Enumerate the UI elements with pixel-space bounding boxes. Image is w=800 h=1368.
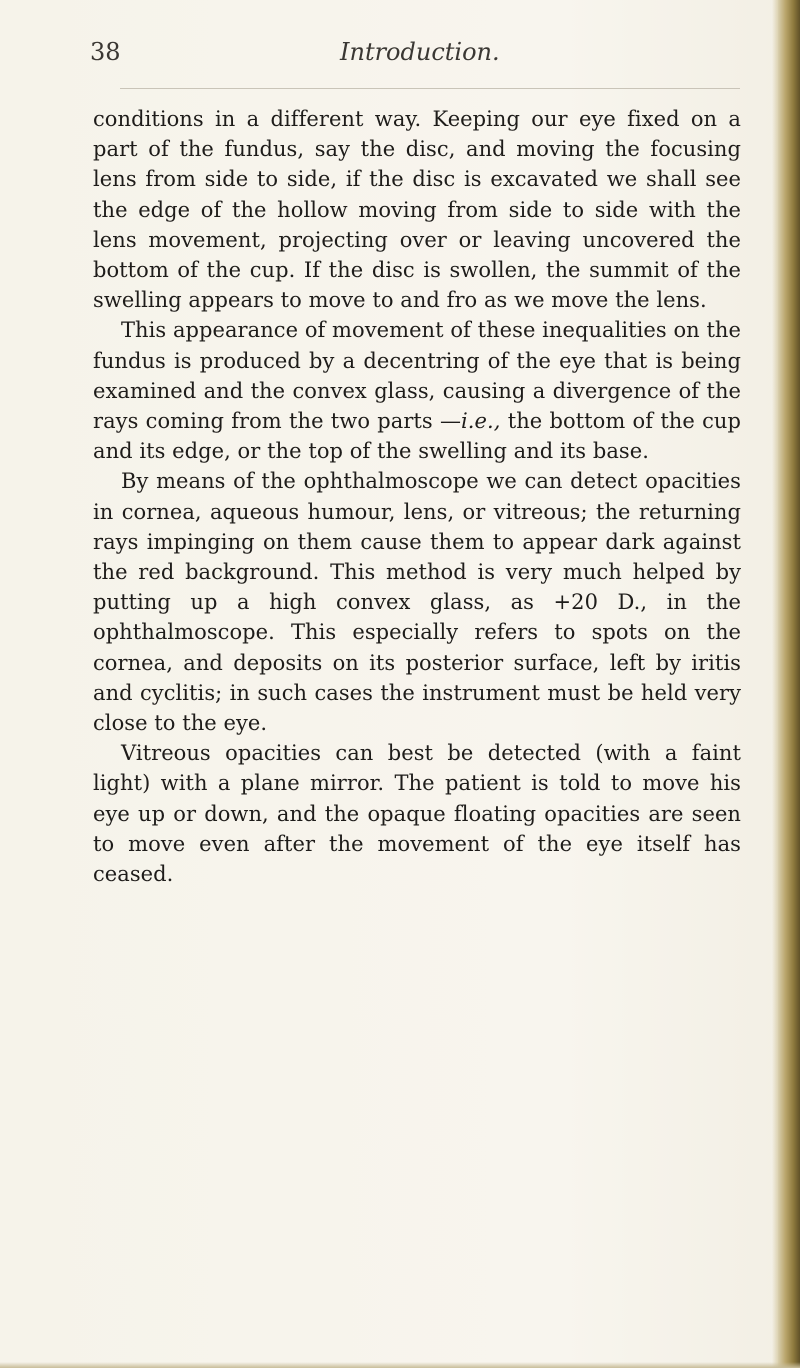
- paragraph-movement-text: This appearance of movement of these inequalities on the fundus is produced by a decentring of the eye that is being examined and the convex glass, causing a divergence of the rays coming from the two parts —: [93, 318, 741, 434]
- paragraph-movement: [93, 315, 741, 466]
- page-bottom-edge: [0, 1362, 800, 1368]
- paragraph-movement-tail: the bottom of the cup and its edge, or the top of the swelling and its base.: [93, 409, 741, 464]
- header-rule: [120, 88, 740, 89]
- paragraph-vitreous: Vitreous opacities can best be detected (with a faint light) with a plane mirror. The patient is told to move his eye up or down, and the opaque floating opacities are seen to move even after the movement of the eye itself has ceased.: [93, 741, 741, 887]
- paragraph-movement-italic: i.e.,: [461, 409, 501, 434]
- page-edge: [778, 0, 800, 1368]
- paragraph-continuation: conditions in a different way. Keeping our eye fixed on a part of the fundus, say the disc, and moving the focusing lens from side to side, if the disc is excavated we shall see the edge of the hollow moving from side to side with the lens movement, projecting over or leaving uncovered the bottom of the cup. If the disc is swollen, the summit of the swelling appears to move to and fro as we move the lens.: [93, 107, 741, 313]
- section-title: Introduction.: [340, 38, 500, 66]
- running-head: [90, 38, 740, 78]
- page-number: 38: [90, 38, 121, 66]
- paragraph-opacities: By means of the ophthalmoscope we can detect opacities in cornea, aqueous humour, lens, or vitreous; the returning rays impinging on them cause them to appear dark against the red background. This method is very much helped by putting up a high convex glass, as +20 D., in the ophthalmoscope. This especially refers to spots on the cornea, and deposits on its posterior surface, left by iritis and cyclitis; in such cases the instrument must be held very close to the eye.: [93, 469, 741, 736]
- body-text: [93, 104, 741, 889]
